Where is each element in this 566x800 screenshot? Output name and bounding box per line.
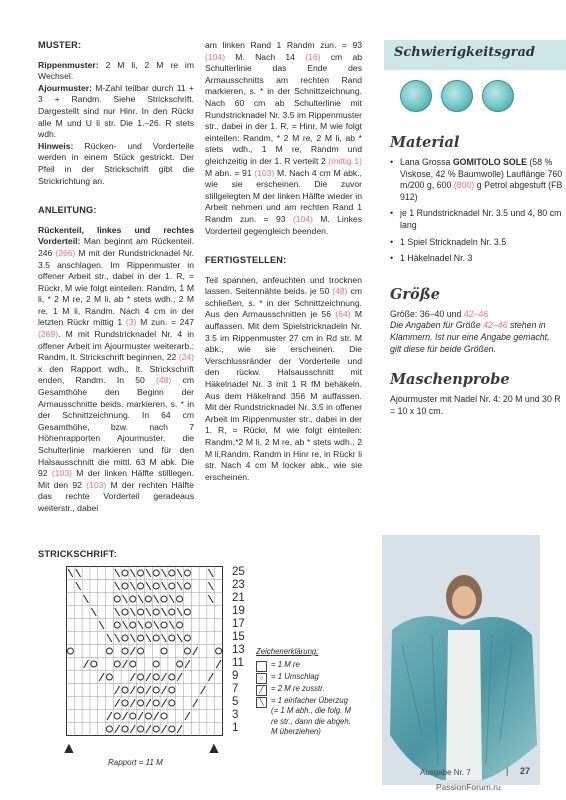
text-run: M mit der Rundstricknadel Nr. 3.5 anschlagen. Im Rippenmuster in offener Arbeit str., dabei in der 1. R, = Rückr, M wie folgt einteilen: Randm, 1 M li, * 2 M re, 2 M li, ab * stets wdh., 2 M re, 1 M li, Randm. Nach 4 cm in der letzten Rückr mittig 1: [38, 247, 195, 328]
text-run: g Petrol abgestuft (FB 912): [400, 180, 563, 202]
size-value: (103): [86, 479, 107, 490]
text-run: M. Linkes Vorderteil gegengleich beenden.: [205, 213, 362, 236]
arrow-up-icon: ▲: [206, 740, 222, 757]
yarn-ball-icon: [400, 80, 432, 112]
hinweis-text: Rücken- und Vorderteile werden in einem Stück gestrickt. Der Pfeil in der Strickschrift gibt die Strickrichtung an.: [38, 140, 194, 186]
difficulty-rating: [376, 70, 566, 112]
rippenmuster-text: 2 M li, 2 M re im Wechsel.: [38, 59, 194, 82]
legend-item: [256, 660, 352, 672]
k2tog-icon: ╱: [256, 685, 267, 696]
legend-item: [256, 696, 352, 738]
material-title: Material: [390, 134, 460, 151]
text-run: Teil spannen, anfeuchten und trocknen lassen. Seitennähte beids. je 50: [205, 274, 362, 297]
ajourmuster-text: M-Zahl teilbar durch 11 + 3 + Randm. Siehe Strickschrift. Dargestellt sind nur Hinr. In den Rückr alle M und U li str. Die 1.–26. R stets wdh.: [38, 82, 194, 140]
muster-heading: MUSTER:: [38, 40, 82, 50]
size-value: 42–46: [483, 320, 508, 331]
text-run: . M mit Rundstricknadel Nr. 4 in offener Arbeit im Ajourmuster weiterarb.: Randm, lt. Strickschrift beginnen, 22: [38, 329, 194, 363]
legend-title: Zeichenerklärung:: [256, 647, 319, 656]
material-list: [376, 157, 566, 265]
text-run: 1 Spiel Stricknadeln Nr. 3.5: [400, 236, 507, 247]
arrow-up-icon: ▲: [61, 740, 77, 757]
rippenmuster-label: Rippenmuster:: [38, 59, 99, 70]
vorderteil-paragraph: [205, 40, 362, 237]
difficulty-title: Schwierigkeitsgrad: [394, 45, 536, 60]
knit-stitch-icon: [256, 661, 267, 672]
legend-text: = 1 einfacher Überzug (= 1 M abh., die folg. M re str., dann die abgeh. M überziehen): [271, 695, 351, 736]
groesse-text: [390, 309, 562, 355]
legend-text: = 1 Umschlag: [271, 671, 319, 681]
rippenmuster-paragraph: [38, 60, 194, 188]
maschenprobe-text: Ajourmuster mit Nadel Nr. 4: 20 M und 30 R = 10 x 10 cm.: [390, 394, 561, 416]
fertigstellen-heading: FERTIGSTELLEN:: [205, 255, 287, 266]
size-value: (mittig 1): [328, 155, 362, 166]
yarn-over-icon: ○: [256, 673, 267, 684]
rueckenteil-label: Rückenteil, linkes und rechtes Vorderteil:: [38, 224, 194, 247]
size-value: (104): [205, 51, 226, 62]
text-run: M zun. = 247: [136, 317, 195, 328]
anleitung-heading: ANLEITUNG:: [38, 205, 97, 216]
rapport-label: Rapport = 11 M: [108, 758, 163, 767]
text-run: x den Rapport wdh., lt. Strickschrift enden, Randm. In 50: [38, 363, 194, 386]
footer-separator: |: [506, 766, 509, 776]
row-number: 21: [232, 592, 245, 604]
rueckenteil-paragraph: [38, 225, 194, 515]
text-run: Größe: 36–40 und: [390, 308, 464, 319]
row-number: 5: [232, 696, 239, 708]
row-number: 19: [232, 605, 245, 617]
text-run: M der linken Hälfte stilllegen. Mit den 92: [38, 468, 194, 490]
groesse-title: Größe: [390, 285, 440, 303]
hinweis-label: Hinweis:: [38, 140, 74, 151]
watermark: PassionForum.ru: [436, 782, 501, 792]
text-run: M abn. = 91: [205, 167, 255, 178]
row-number: 7: [232, 683, 239, 695]
row-number: 3: [232, 709, 239, 721]
text-run: am linken Rand 1 Randm zun. = 93: [205, 40, 362, 50]
row-number: 9: [232, 670, 239, 682]
text-run: Man beginnt am Rückenteil. 246: [38, 236, 194, 258]
maschenprobe-title: Maschenprobe: [390, 371, 510, 389]
size-value: (3): [125, 317, 137, 328]
row-number: 23: [232, 579, 245, 591]
instructions-column-1: [38, 40, 194, 515]
yarn-ball-icon: [441, 80, 473, 112]
yarn-name: GOMITOLO SOLE: [452, 157, 527, 167]
info-sidebar: [376, 40, 566, 518]
material-item: [390, 253, 566, 265]
chart-legend: [256, 647, 352, 738]
text-run: M. Nach 4 cm M abk., wie sie erscheinen. Die zuvor stillgelegten M der linken Hälfte wieder in Arbeit nehmen und am rechten Rand 1 Randm zun. = 93: [205, 167, 362, 224]
legend-text: = 2 M re zusstr.: [271, 683, 325, 693]
text-run: Lana Grossa: [400, 157, 453, 167]
size-value: (24): [178, 352, 194, 363]
size-value: (64): [335, 309, 351, 320]
text-run: cm ab Schulterlinie das Ende des Armausschnitts am rechten Rand markieren, s. * in der Schnittzeichnung. Nach 60 cm ab Schulterlinie mit Rundstricknadel Nr. 3.5 im Rippenmuster str., dabei in der 1. R, = Hinr, M wie folgt einteilen: Randm, * 2 M re, 2 M li, ab * stets wdh., 1 M re, Randm und gleichzeitig in der 1. R verteilt 2: [205, 51, 362, 166]
text-run: (58 % Viskose, 42 % Baumwolle) Lauflänge 760 m/200 g, 600: [400, 157, 563, 191]
difficulty-banner: [384, 40, 566, 70]
text-run: cm Gesamthöhe den Beginn der Armausschnitte beids. markieren, s. * in der Schnittzeichnung. In 64 cm Gesamthöhe, bzw. nach 7 Höhenrapporten Ajourmuster, die Schulterlinie markieren und für den Halsausschnitt die mittl. 63 M abk. Die 92: [38, 375, 194, 479]
legend-text: = 1 M re: [271, 659, 300, 669]
page-number: 27: [520, 766, 531, 776]
size-value: (48): [332, 286, 348, 297]
size-value: 42–46: [463, 308, 489, 319]
text-run: M. Nach 14: [225, 51, 306, 62]
material-item: [390, 237, 566, 249]
model-photo: [382, 535, 540, 785]
row-number: 17: [232, 618, 245, 630]
ajourmuster-label: Ajourmuster:: [38, 82, 92, 93]
instructions-column-2: [205, 40, 362, 483]
knitting-chart: [66, 566, 224, 737]
row-number: 25: [232, 566, 245, 578]
text-run: Die Angaben für Größe: [390, 320, 484, 331]
row-number: 11: [232, 657, 244, 669]
size-value: (269): [38, 329, 59, 340]
size-value: (16): [305, 51, 321, 62]
row-number: 1: [232, 722, 239, 734]
size-value: (104): [292, 213, 313, 224]
issue-number: Ausgabe Nr. 7: [420, 768, 471, 777]
text-run: je 1 Rundstricknadel Nr. 3.5 und 4, 80 cm lang: [400, 208, 562, 230]
slip-stitch-icon: ╲: [256, 697, 267, 708]
legend-item: [256, 684, 352, 696]
material-item: [390, 157, 566, 203]
size-value: (103): [51, 468, 72, 479]
yarn-ball-icon: [482, 80, 514, 112]
fertigstellen-paragraph: [205, 275, 362, 484]
chart-title: STRICKSCHRIFT:: [38, 549, 117, 559]
size-value: (103): [254, 167, 275, 178]
row-number: 13: [232, 644, 245, 656]
text-run: cm schließen, s. * in der Schnittzeichnung. Aus den Armausschnitten je 56: [205, 286, 362, 320]
text-run: M der rechten Hälfte das rechte Vorderteil geradeaus weiterstr., dabei: [38, 479, 195, 513]
size-value: (800): [453, 180, 475, 191]
text-run: M auffassen. Mit dem Spielstricknadeln Nr. 3.5 im Rippenmuster 27 cm in Rd str. M abk., wie sie erscheinen. Die Verschlussränder der Vorderteile und den rückw. Halsausschnitt mit Häkelnadel Nr. 3 mit 1 R fM behäkeln. Aus dem Häkelrand 356 M auffassen. Mit der Rundstricknadel Nr. 3.5 in offener Arbeit im Rippenmuster str., dabei in der 1. R, = Rückr, M wie folgt einteilen: Randm,*2 M li, 2 M re, ab * stets wdh., 2 M li,Randm. Randm in Hinr re, in Rückr li str. Nach 4 cm M locker abk., wie sie erscheinen.: [205, 309, 362, 482]
size-value: (266): [55, 247, 76, 258]
row-number: 15: [232, 631, 245, 643]
material-item: [390, 208, 566, 231]
text-run: 1 Häkelnadel Nr. 3: [400, 253, 473, 264]
text-run: stehen in Klammern. Ist nur eine Angabe gemacht, gilt diese für beide Größen.: [390, 320, 550, 354]
size-value: (48): [156, 375, 172, 386]
legend-item: [256, 672, 352, 684]
